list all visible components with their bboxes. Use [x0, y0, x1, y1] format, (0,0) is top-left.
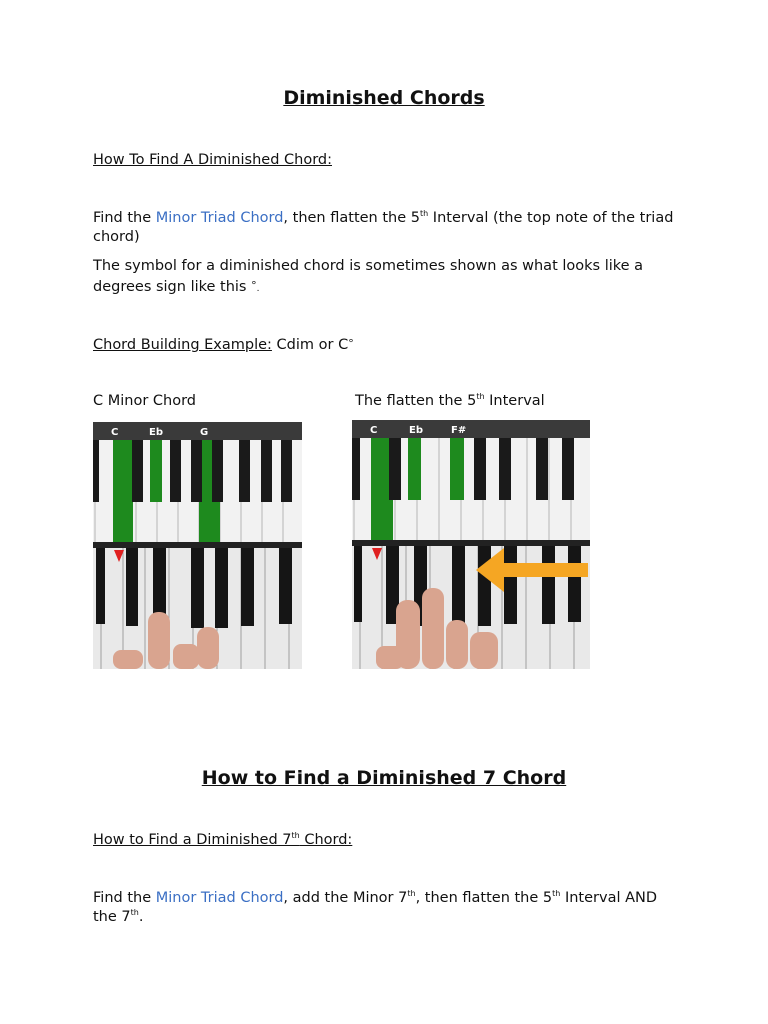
caption-right: The flatten the 5th Interval: [355, 392, 545, 409]
keyboard-right-label-1: C: [370, 425, 378, 436]
example-value: Cdim or C: [271, 337, 349, 353]
section-title-diminished-7: How to Find a Diminished 7 Chord: [201, 767, 567, 789]
degree-symbol: °: [251, 279, 257, 292]
paragraph-find-triad: Find the Minor Triad Chord, then flatten the 5th Interval (the top note of the triad chord): [93, 209, 674, 245]
keyboard-image-c-minor: [93, 422, 302, 669]
keyboard-right-label-3: F#: [451, 425, 467, 436]
keyboard-left-label-2: Eb: [149, 427, 163, 438]
keyboard-right-label-2: Eb: [409, 425, 423, 436]
page-title: Diminished Chords: [283, 87, 485, 109]
chord-building-example: Chord Building Example: Cdim or C°: [93, 337, 354, 353]
keyboard-left-label-3: G: [200, 427, 209, 438]
example-label: Chord Building Example:: [93, 337, 272, 353]
subheading-find-diminished-7: How to Find a Diminished 7th Chord:: [93, 831, 353, 848]
minor-triad-chord-link-2[interactable]: Minor Triad Chord: [155, 890, 284, 906]
minor-triad-chord-link[interactable]: Minor Triad Chord: [155, 210, 284, 226]
keyboard-image-flattened-fifth: [352, 420, 590, 669]
paragraph-degree-symbol: The symbol for a diminished chord is sometimes shown as what looks like a degrees sign like this °.: [93, 258, 644, 295]
paragraph-find-diminished-7: Find the Minor Triad Chord, add the Minor 7th, then flatten the 5th Interval AND the 7th.: [93, 889, 658, 925]
keyboard-left-label-1: C: [111, 427, 119, 438]
subheading-find-diminished: How To Find A Diminished Chord:: [93, 152, 332, 168]
caption-left: C Minor Chord: [93, 393, 197, 409]
